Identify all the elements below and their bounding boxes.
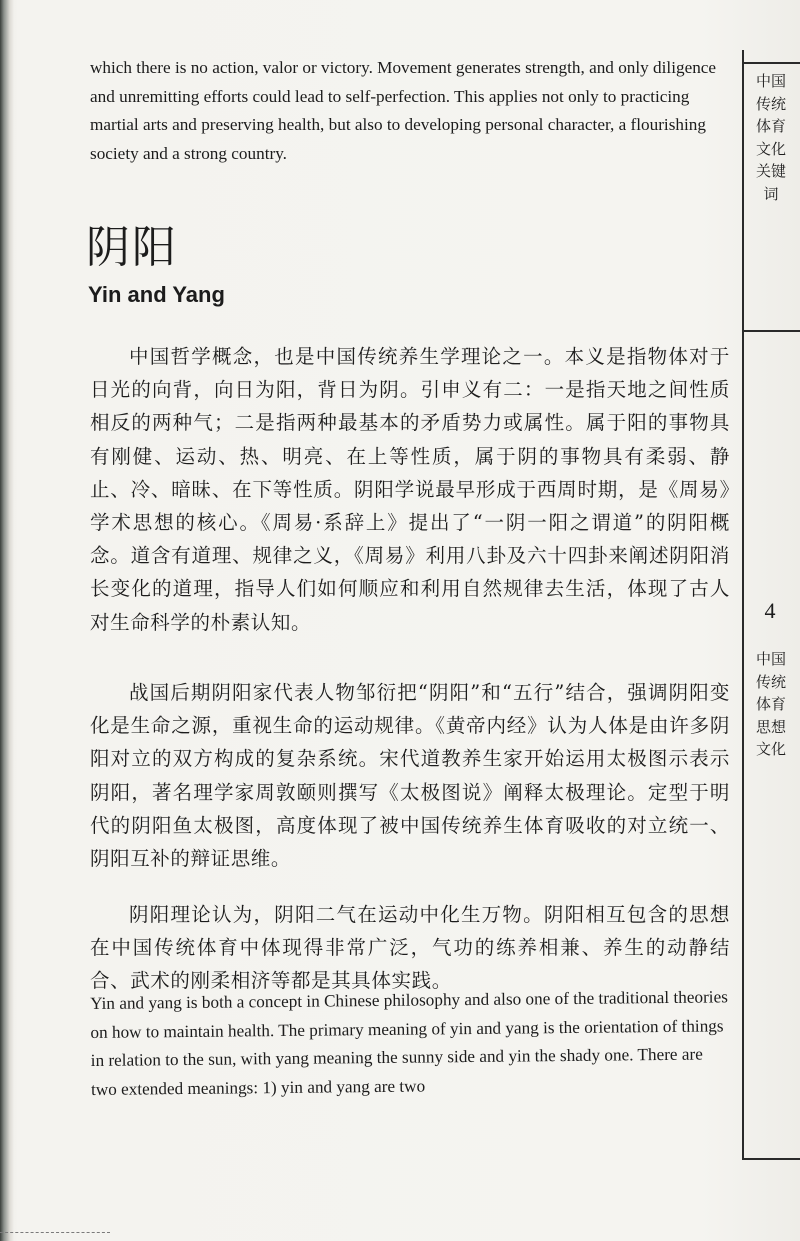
sidebar-divider-top — [742, 62, 800, 64]
page-number: 4 — [764, 598, 776, 623]
entry-title-chinese: 阴阳 — [86, 222, 178, 273]
sidebar-divider-middle — [742, 330, 800, 332]
chinese-paragraph: 战国后期阴阳家代表人物邹衍把“阴阳”和“五行”结合，强调阴阳变化是生命之源，重视生命的运动规律。《黄帝内经》认为人体是由许多阴阳对立的双方构成的复杂系统。宋代道教养生家开始运用太极图示表示阴阳，著名理学家周敦颐则撰写《太极图说》阐释太极理论。定型于明代的阴阳鱼太极图，高度体现了被中国传统养生体育吸收的对立统一、阴阳互补的辩证思维。 — [90, 681, 730, 871]
sidebar-book-title: 中国传统体育文化关键词 — [756, 72, 787, 203]
book-spine-shadow — [0, 0, 14, 1241]
sidebar-divider-vertical — [742, 50, 744, 1160]
entry-title-english: Yin and Yang — [88, 282, 225, 307]
intro-paragraph: which there is no action, valor or victory. Movement generates strength, and only diligence and unremitting efforts could lead to self-perfection. This applies not only to practicing martial arts and preserving health, but also to developing personal character, a flourishing society and a strong country. — [90, 58, 717, 163]
chinese-paragraph: 中国哲学概念，也是中国传统养生学理论之一。本义是指物体对于日光的向背，向日为阳，背日为阴。引申义有二：一是指天地之间性质相反的两种气；二是指两种最基本的矛盾势力或属性。属于阳的事物具有刚健、运动、热、明亮、在上等性质，属于阴的事物具有柔弱、静止、冷、暗昧、在下等性质。阴阳学说最早形成于西周时期，是《周易》学术思想的核心。《周易·系辞上》提出了“一阴一阳之谓道”的阴阳概念。道含有道理、规律之义，《周易》利用八卦及六十四卦来阐述阴阳消长变化的道理，指导人们如何顺应和利用自然规律去生活，体现了古人对生命科学的朴素认知。 — [90, 345, 730, 634]
page-bottom-rule — [0, 1232, 110, 1234]
english-paragraph: Yin and yang is both a concept in Chinese philosophy and also one of the traditional theories on how to maintain health. The primary meaning of yin and yang is the orientation of things in relation to the sun, with yang meaning the sunny side and yin the shady one. There are two extended meanings: 1) yin and yang are two — [90, 987, 728, 1099]
sidebar-chapter-title: 中国传统体育思想文化 — [756, 650, 787, 758]
sidebar-divider-bottom — [742, 1158, 800, 1160]
chinese-paragraph: 阴阳理论认为，阴阳二气在运动中化生万物。阴阳相互包含的思想在中国传统体育中体现得非常广泛，气功的练养相兼、养生的动静结合、武术的刚柔相济等都是其具体实践。 — [90, 903, 730, 993]
